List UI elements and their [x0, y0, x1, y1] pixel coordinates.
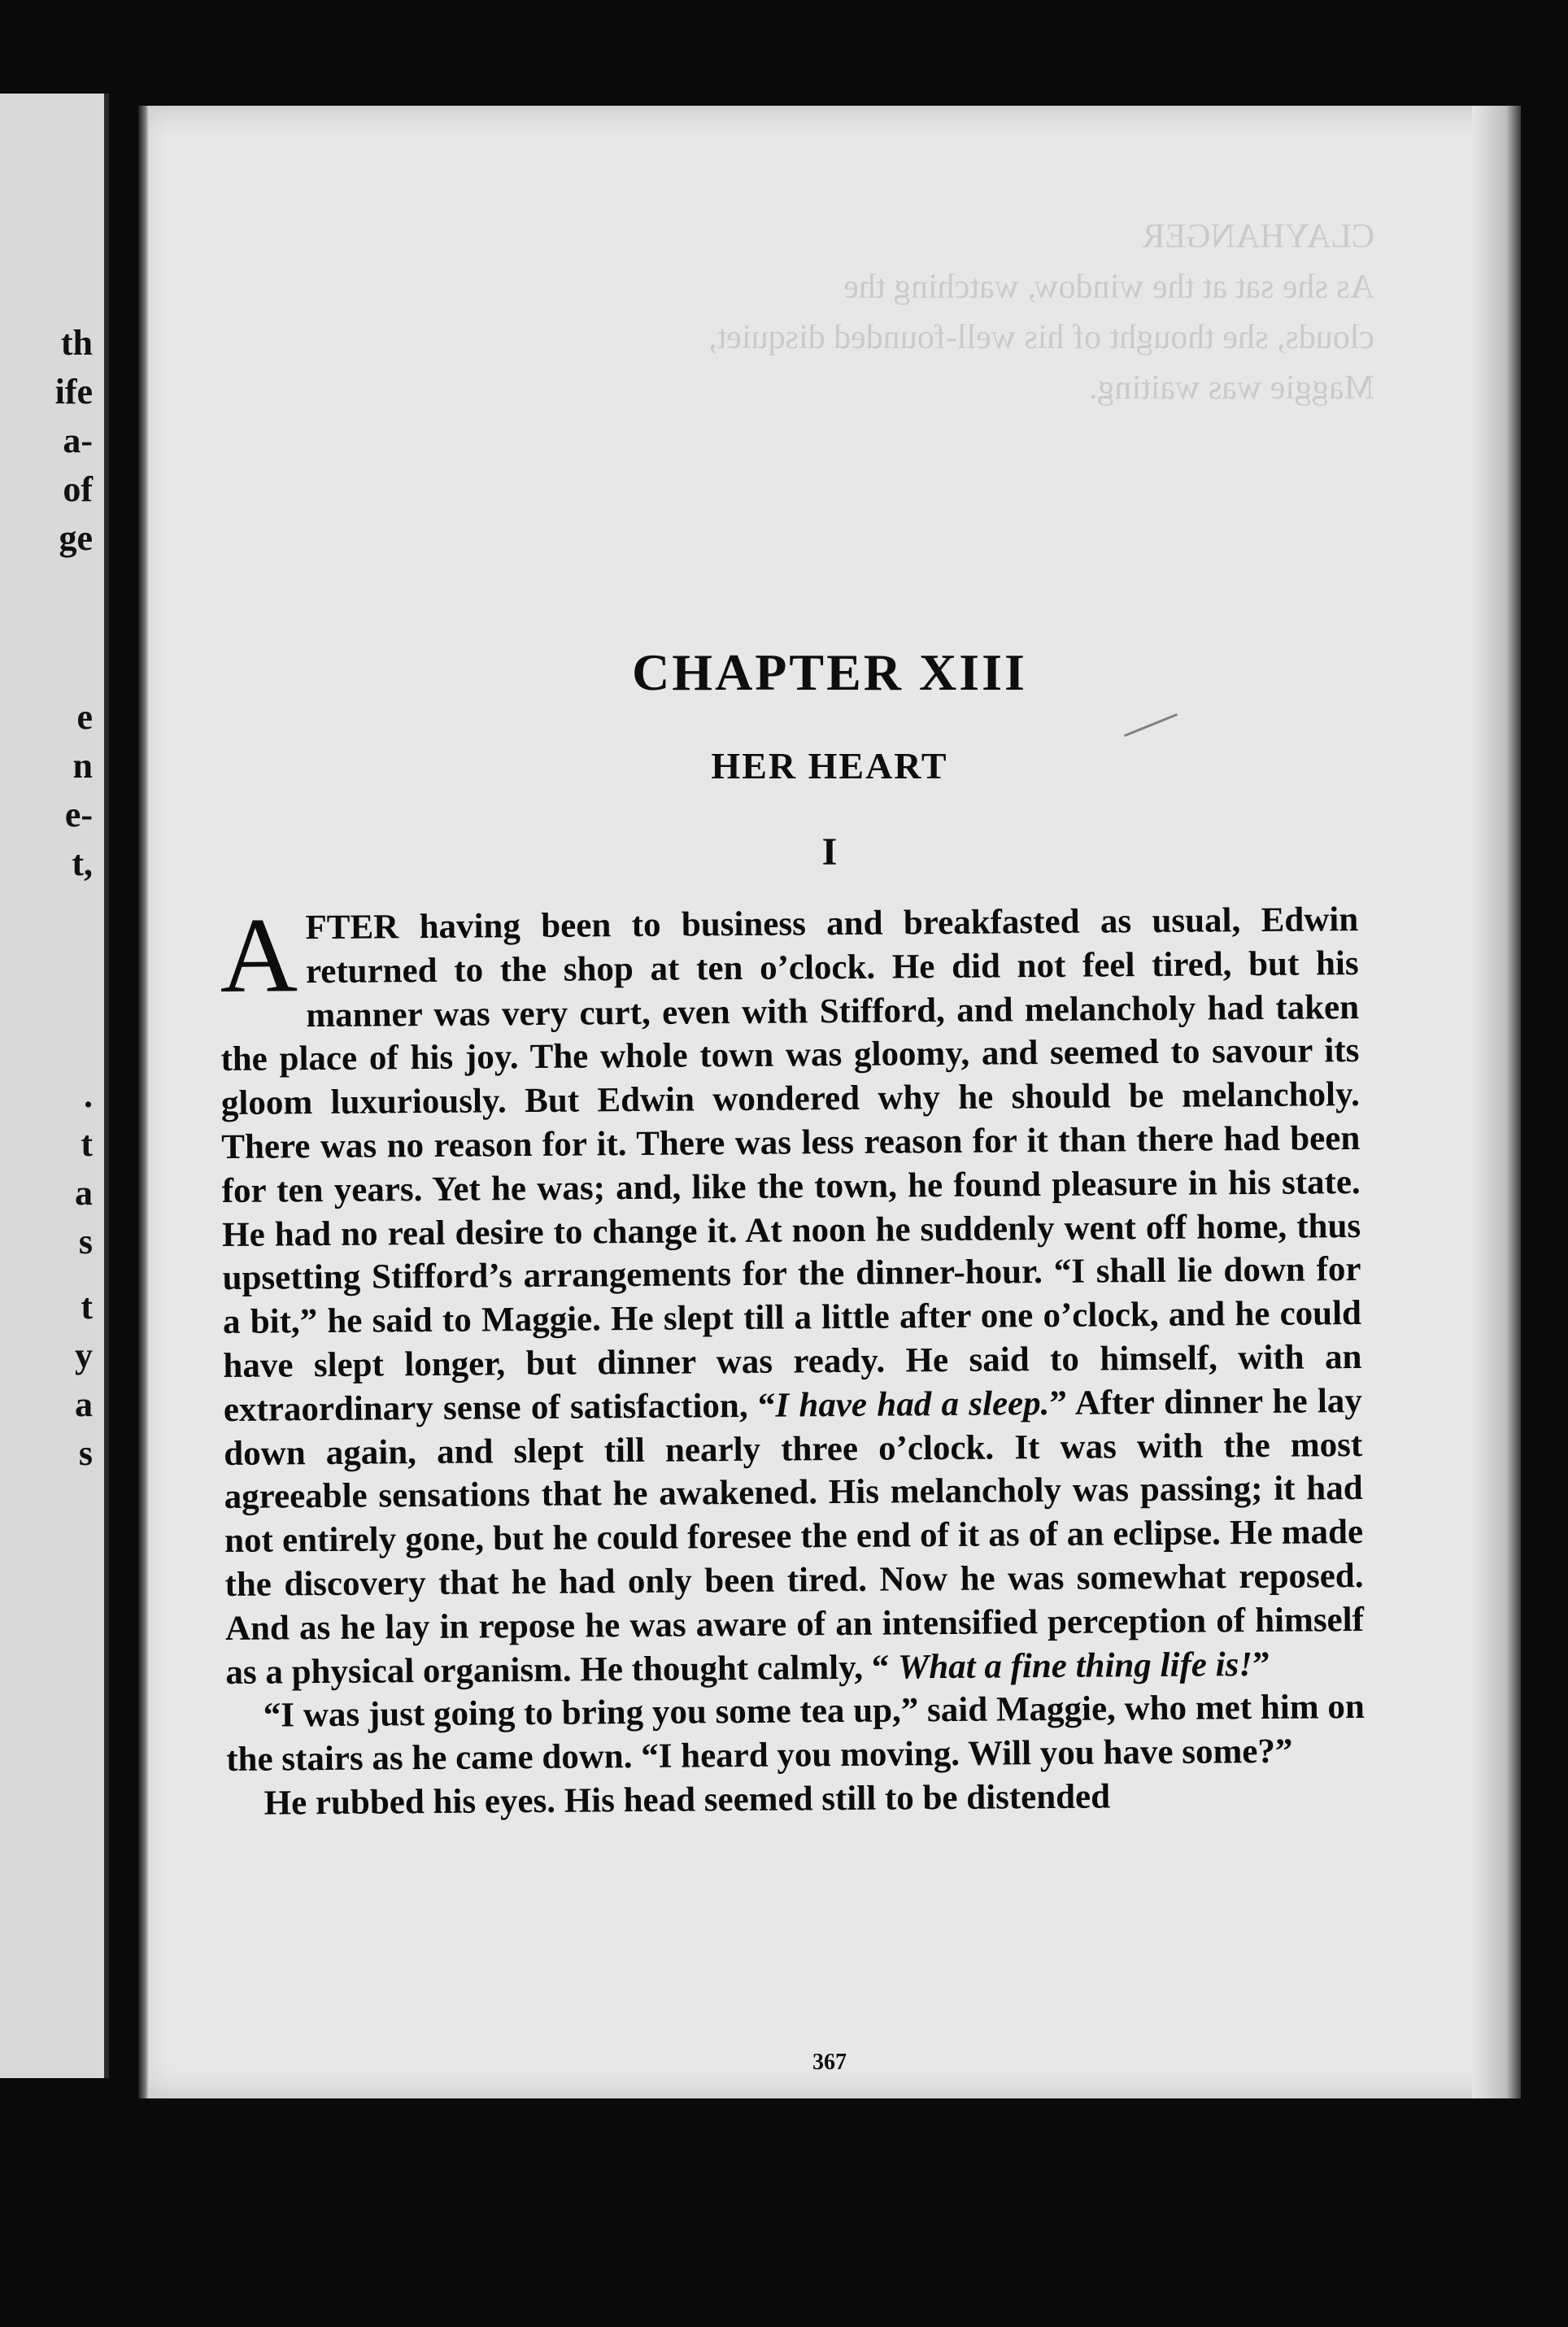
left-page-fragment: of — [63, 469, 93, 509]
left-page-fragment: y — [75, 1336, 93, 1375]
section-number: I — [821, 830, 838, 874]
left-page-fragment: e — [76, 697, 93, 737]
left-page-edge — [0, 94, 109, 2078]
page-spine-shadow — [138, 106, 150, 2098]
left-page-fragment: t — [81, 1287, 93, 1327]
left-page-fragment: ife — [54, 372, 93, 412]
paragraph-text: ” — [1252, 1645, 1270, 1684]
chapter-title: CHAPTER XIII — [632, 643, 1027, 701]
bleed-through-line: CLAYHANGER — [1142, 218, 1374, 255]
italic-quote: What a fine thing life is! — [897, 1645, 1253, 1687]
drop-cap: A — [219, 895, 298, 1015]
left-page-fragment: th — [60, 323, 93, 363]
page-right-edge — [1472, 106, 1521, 2098]
page-number: 367 — [812, 2050, 847, 2075]
bleed-through-line: Maggie was waiting. — [1088, 369, 1374, 407]
left-page-fragment: a — [75, 1384, 93, 1424]
left-page-fragment: a — [75, 1173, 93, 1213]
bleed-through-line: clouds, she thought of his well-founded disquiet, — [708, 319, 1374, 356]
paragraph: “I was just going to bring you some tea up,” said Maggie, who met him on the stairs as he came down. “I heard you moving. Will you have some?” — [226, 1688, 1365, 1780]
bleed-through-line: As she sat at the window, watching the — [843, 268, 1374, 306]
paragraph-text: ” After dinner he lay down again, and slept till nearly three o’clock. It was with the most agreeable sensations that he awakened. His melancholy was passing; it had not entirely gone, but he could foresee the end of it as of an eclipse. He made the discovery that he had only been tired. Now he was somewhat reposed. And as he lay in repose he was aware of an intensified perception of himself as a physical organism. He thought calmly, “ — [224, 1381, 1365, 1692]
chapter-subtitle: HER HEART — [711, 745, 948, 787]
left-page-fragment: . — [84, 1075, 93, 1115]
book-page — [138, 106, 1521, 2098]
left-page-fragment: a- — [63, 421, 93, 460]
paragraph-text: FTER having been to business and breakfasted as usual, Edwin returned to the shop at ten o’clock. He did not feel tired, but his manner was very curt, even with Stifford, and melancholy had taken the place of his joy. The whole town was gloomy, and seemed to savour its gloom luxuriously. But Edwin wondered why he should be melancholy. There was no reason for it. There was less reason for it than there had been for ten years. Yet he was; and, like the town, he found pleasure in his state. He had no real desire to change it. At noon he suddenly went off home, thus upsetting Stifford’s arrangements for the dinner-hour. “I shall lie down for a bit,” he said to Maggie. He slept till a little after one o’clock, and he could have slept longer, but dinner was ready. He said to himself, with an extraordinary sense of satisfaction, “ — [220, 900, 1362, 1429]
left-page-fragment: ge — [59, 518, 93, 558]
left-page-fragment: n — [72, 746, 93, 786]
paragraph — [219, 895, 1365, 1694]
left-page-fragment: t, — [72, 843, 93, 883]
left-page-fragment: s — [78, 1433, 93, 1473]
italic-quote: I have had a sleep. — [775, 1384, 1050, 1425]
left-page-fragment: t — [81, 1124, 93, 1164]
paragraph: He rubbed his eyes. His head seemed still to be distended — [264, 1777, 1111, 1823]
left-page-fragment: e- — [64, 795, 93, 834]
left-page-fragment: s — [78, 1222, 93, 1262]
body-text — [219, 895, 1365, 1826]
